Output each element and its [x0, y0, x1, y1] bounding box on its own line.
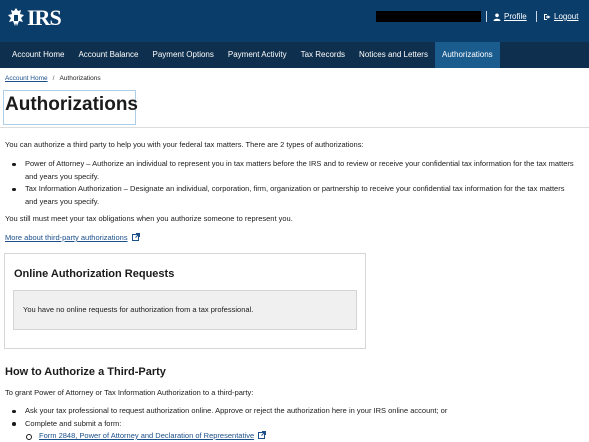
header-divider — [486, 11, 487, 22]
nav-item-notices-and-letters[interactable]: Notices and Letters — [359, 50, 428, 59]
nav-item-account-home[interactable]: Account Home — [12, 50, 65, 59]
nav-item-payment-options[interactable]: Payment Options — [152, 50, 214, 59]
header-divider — [536, 11, 537, 22]
profile-label: Profile — [504, 12, 527, 21]
breadcrumb-current: Authorizations — [59, 75, 101, 82]
tax-info-authorization-text-cont: and years you specify. — [25, 196, 100, 206]
complete-form-text: Complete and submit a form: — [25, 418, 122, 428]
logout-icon — [543, 13, 551, 21]
irs-logo[interactable] — [6, 6, 61, 30]
ask-tax-professional-text: Ask your tax professional to request authorization online. Approve or reject the authorization here in your IRS online account; or — [25, 406, 448, 415]
authorization-types-list — [12, 158, 574, 208]
power-of-attorney-text-cont: and years you specify. — [25, 171, 100, 181]
how-to-authorize-title: How to Authorize a Third-Party — [5, 366, 166, 378]
how-to-options-list — [12, 405, 447, 442]
breadcrumb-home-link[interactable]: Account Home — [5, 75, 48, 82]
more-link-row — [5, 232, 140, 244]
external-link-icon — [132, 233, 140, 241]
top-header — [0, 0, 589, 42]
list-item — [12, 405, 447, 418]
logout-label: Logout — [554, 12, 579, 21]
user-icon — [493, 13, 501, 21]
eagle-logo-icon — [6, 7, 26, 29]
redacted-username — [376, 11, 481, 22]
power-of-attorney-text: Power of Attorney – Authorize an individual to represent you in tax matters before the IRS and to review or receive your confidential tax information for the tax matters — [25, 159, 574, 168]
breadcrumb-separator: / — [52, 75, 55, 82]
list-item — [26, 430, 447, 442]
list-item — [12, 158, 574, 183]
external-link-icon — [258, 431, 266, 439]
breadcrumb — [5, 75, 101, 82]
nav-item-authorizations[interactable]: Authorizations — [435, 42, 500, 68]
obligation-text: You still must meet your tax obligations when you authorize someone to represent you. — [5, 214, 293, 223]
more-about-authorizations-link[interactable]: More about third-party authorizations — [5, 233, 128, 242]
nav-item-payment-activity[interactable]: Payment Activity — [227, 50, 287, 59]
empty-state-panel — [13, 290, 357, 330]
tax-info-authorization-text: Tax Information Authorization – Designate an individual, corporation, firm, organization or partnership to receive your confidential tax information for the tax matters — [25, 184, 565, 193]
nav-item-account-balance[interactable]: Account Balance — [78, 50, 139, 59]
intro-text: You can authorize a third party to help you with your federal tax matters. There are 2 types of authorizations: — [5, 140, 364, 149]
page-title: Authorizations — [5, 94, 138, 115]
list-item — [12, 418, 447, 431]
title-divider — [0, 127, 589, 128]
logo-wordmark: IRS — [27, 5, 61, 30]
how-to-intro: To grant Power of Attorney or Tax Information Authorization to a third-party: — [5, 388, 254, 397]
nav-item-tax-records[interactable]: Tax Records — [300, 50, 346, 59]
online-requests-card — [4, 253, 366, 349]
main-nav — [0, 42, 589, 68]
empty-state-message: You have no online requests for authorization from a tax professional. — [23, 305, 254, 314]
logout-link[interactable] — [543, 12, 578, 21]
profile-link[interactable] — [493, 12, 527, 21]
online-requests-title: Online Authorization Requests — [14, 268, 175, 280]
form-2848-link[interactable]: Form 2848, Power of Attorney and Declaration of Representative — [39, 431, 255, 440]
list-item — [12, 183, 574, 208]
